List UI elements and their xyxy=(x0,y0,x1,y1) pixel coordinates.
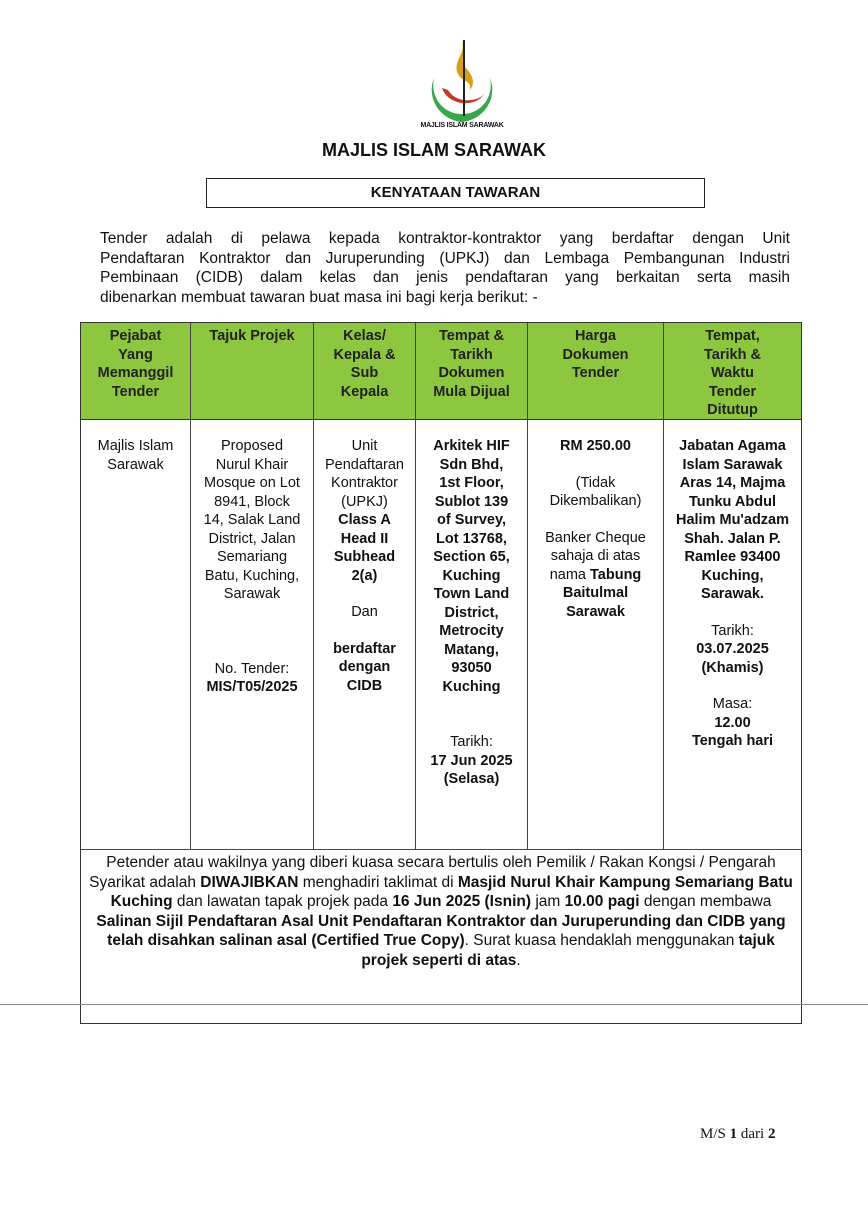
cell-tajuk-projek: Proposed Nurul Khair Mosque on Lot 8941, Block 14, Salak Land District, Jalan Semariang Batu, Kuching, Sarawak No. Tender: MIS/T05/2025 xyxy=(191,437,313,697)
cell-ditutup: Jabatan Agama Islam Sarawak Aras 14, Majma Tunku Abdul Halim Mu'adzam Shah. Jalan P. Ramlee 93400 Kuching, Sarawak. Tarikh: 03.07.2025 (Khamis) Masa: 12.00 Tengah hari xyxy=(675,438,790,749)
header-ditutup: Tempat, Tarikh & Waktu Tender Ditutup xyxy=(704,328,761,418)
cell-kelas: Unit Pendaftaran Kontraktor (UPKJ) Class A Head II Subhead 2(a) Dan berdaftar dengan CIDB xyxy=(324,438,404,694)
page-divider xyxy=(0,1004,868,1005)
cell-tempat-tarikh: Arkitek HIF Sdn Bhd, 1st Floor, Sublot 139 of Survey, Lot 13768, Section 65, Kuching Town Land District, Metrocity Matang, 93050 Kuching Tarikh: 17 Jun 2025 (Selasa) xyxy=(430,438,513,787)
tender-number-label: No. Tender: xyxy=(214,660,290,677)
price: RM 250.00 xyxy=(560,438,631,454)
tender-table xyxy=(80,322,802,1024)
header-harga: Harga Dokumen Tender xyxy=(562,328,629,381)
cell-harga: RM 250.00 (Tidak Dikembalikan) Banker Cheque sahaja di atas nama Tabung Baitulmal Sarawak xyxy=(528,437,663,621)
cell-pejabat: Majlis Islam Sarawak xyxy=(97,438,174,473)
document-title: KENYATAAN TAWARAN xyxy=(206,178,705,208)
header-kelas: Kelas/ Kepala & Sub Kepala xyxy=(333,328,396,400)
tender-number: MIS/T05/2025 xyxy=(206,679,298,695)
briefing-note: Petender atau wakilnya yang diberi kuasa secara bertulis oleh Pemilik / Rakan Kongsi / Pengarah Syarikat adalah DIWAJIBKAN menghadiri taklimat di Masjid Nurul Khair Kampung Semariang Batu Kuching dan lawatan tapak projek pada 16 Jun 2025 (Isnin) jam 10.00 pagi dengan membawa Salinan Sijil Pendaftaran Asal Unit Pendaftaran Kontraktor dan Juruperunding dan CIDB yang telah disahkan salinan asal (Certified True Copy). Surat kuasa hendaklah menggunakan tajuk projek seperti di atas. xyxy=(89,854,793,969)
header-tajuk-projek: Tajuk Projek xyxy=(209,328,295,344)
intro-line: Pembinaan (CIDB) dalam kelas dan jenis pendaftaran yang berkaitan serta masih xyxy=(100,269,790,286)
intro-paragraph xyxy=(100,229,790,307)
row-divider xyxy=(81,849,801,850)
intro-line: Tender adalah di pelawa kepada kontraktor-kontraktor yang berdaftar dengan Unit xyxy=(100,230,790,247)
page-number: M/S 1 dari 2 xyxy=(700,1126,776,1142)
majlis-islam-logo xyxy=(422,36,502,132)
intro-line: Pendaftaran Kontraktor dan Juruperunding (UPKJ) dan Lembaga Pembangunan Industri xyxy=(100,249,790,267)
intro-line: dibenarkan membuat tawaran buat masa ini bagi kerja berikut: - xyxy=(100,288,538,306)
organization-name: MAJLIS ISLAM SARAWAK xyxy=(321,140,546,160)
header-pejabat: Pejabat Yang Memanggil Tender xyxy=(97,328,174,400)
header-tempat-tarikh: Tempat & Tarikh Dokumen Mula Dijual xyxy=(433,328,510,400)
logo-caption: MAJLIS ISLAM SARAWAK xyxy=(420,122,504,129)
